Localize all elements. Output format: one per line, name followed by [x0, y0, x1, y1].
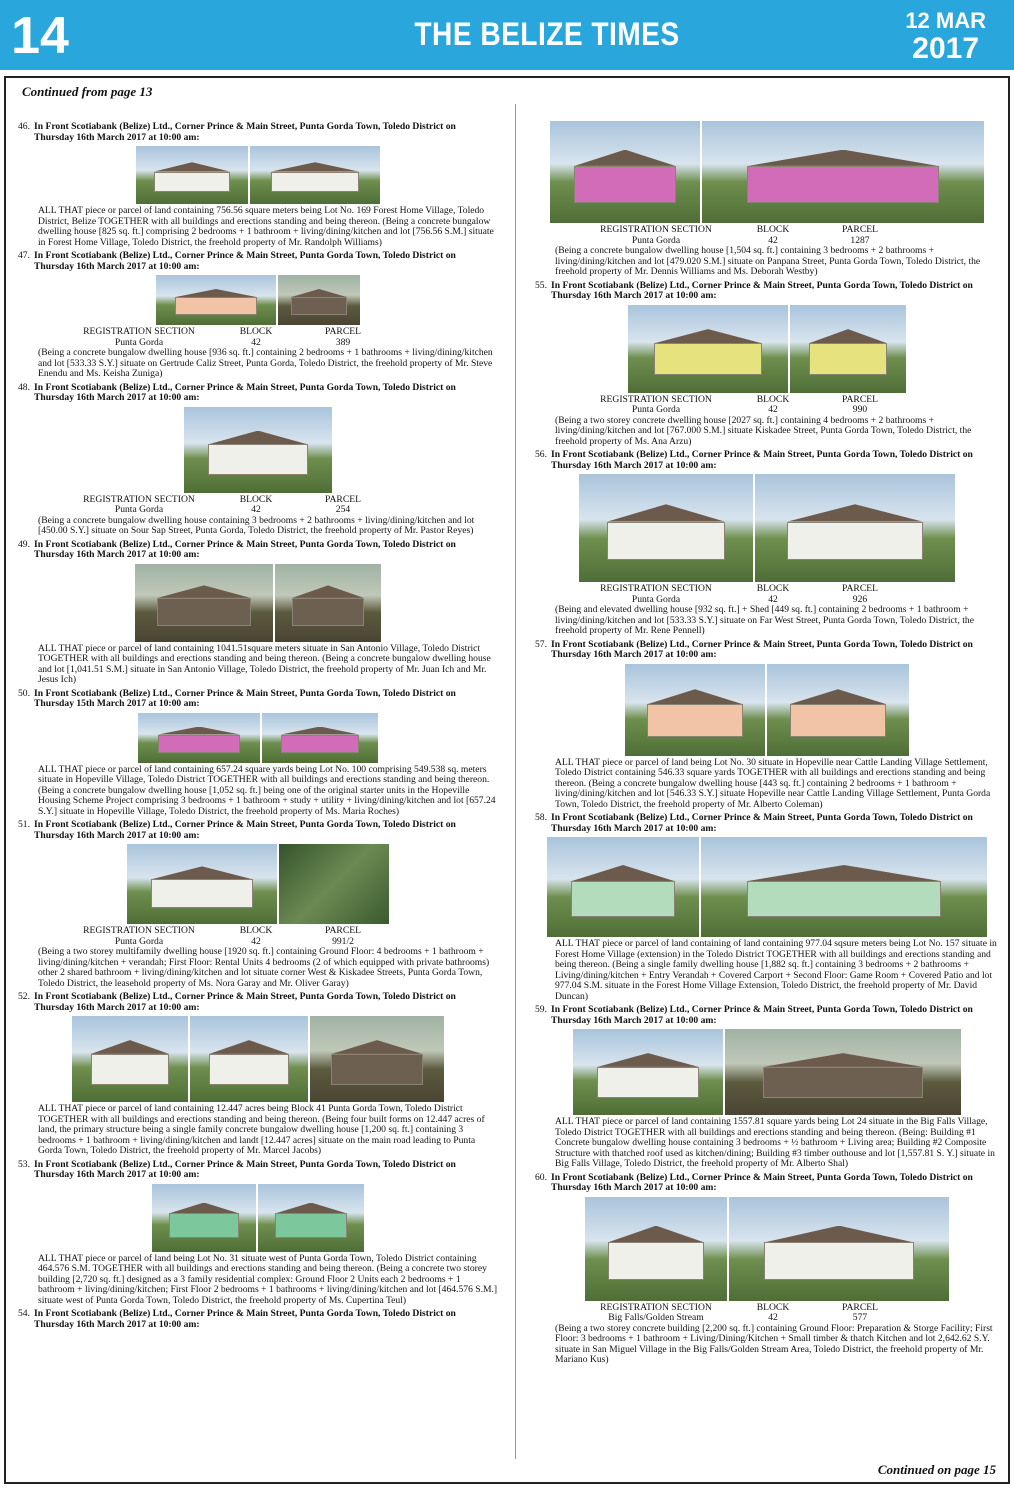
lot-number: 49.	[18, 538, 30, 550]
lot-heading	[535, 1173, 999, 1194]
registration-values	[535, 1313, 999, 1324]
lot-description: ALL THAT piece or parcel of land containing 1041.51square meters situate in San Antonio Village, Toledo District TOGETHER with all buildings and erections standing and being thereon. (Being a concrete bungalow dwelling house and lot [1,041.51 S.M.] situate in San Antonio Village, Toledo District, the freehold property of Mr. Juan Ich and Mr. Jesus Ich)	[38, 642, 491, 685]
house-roof	[781, 689, 895, 704]
lot-heading	[18, 820, 498, 841]
property-photo	[136, 146, 248, 204]
parcel-value: 254	[335, 504, 351, 515]
registration-section-value: Punta Gorda	[114, 336, 164, 348]
block-label: BLOCK	[756, 583, 790, 594]
house-wall	[209, 1054, 289, 1085]
lot-description: (Being and elevated dwelling house [932 sq. ft.] + Shed [449 sq. ft.] containing 2 bedrooms + 1 bathroom + living/dining/kitchen and lot [533.33 S.Y.] situate on Far West Street, Punta Gorda Town, Toledo District, the freehold property of Mr. Rene Pennell)	[555, 604, 974, 636]
property-photo	[550, 121, 700, 223]
house-roof	[150, 727, 248, 735]
lot-heading	[18, 1309, 498, 1330]
property-photo	[278, 275, 360, 325]
registration-section-label: REGISTRATION SECTION	[600, 1301, 712, 1313]
registration-section-value: Punta Gorda	[114, 935, 164, 947]
house-roof	[323, 1040, 430, 1054]
lot-heading-text: In Front Scotiabank (Belize) Ltd., Corner Prince & Main Street, Punta Gorda Town, Toledo District on Thursday 16th March 2017 at 10:00 am:	[34, 121, 456, 143]
photo-row	[18, 1184, 498, 1252]
photo-row	[18, 1016, 498, 1102]
house-roof	[202, 1040, 296, 1054]
house-roof	[588, 1053, 708, 1067]
property-photo	[547, 837, 699, 937]
block-label: BLOCK	[239, 925, 273, 936]
house-roof	[802, 329, 895, 343]
block-value: 42	[251, 336, 261, 348]
lot-description: (Being a two storey multifamily dwelling house [1920 sq. ft.] containing Ground Floor: 4 bedrooms + 1 bathroom + living/dining/kitchen + verandah; First Floor: Rental Units 4 bedrooms (2 of which equipped with private bathrooms) other 2 shared bathroom + living/dining/kitchen and lot situate corner West & Kiskadee Streets, Punta Gorda Town, Toledo District, the leasehold property of Ms. Nora Garay and Mr. Oliver Garay)	[38, 946, 490, 989]
registration-labels	[18, 926, 498, 937]
house-roof	[565, 150, 685, 166]
property-photo	[729, 1197, 949, 1301]
house-roof	[269, 1203, 354, 1214]
photo-row	[535, 121, 999, 223]
photo-row	[535, 474, 999, 582]
page-number: 14	[0, 0, 80, 70]
auction-lot	[18, 1160, 498, 1307]
lot-description: ALL THAT piece or parcel of land containing 756.56 square meters being Lot No. 169 Forest Home Village, Toledo District, Belize TOGETHER with all buildings and erections standing and being thereon. (Being a concrete bungalow dwelling house [825 sq. ft.] comprising 2 bedrooms + 1 bathroom + living/dining/kitchen and lot [756.56 S.M.] situate in Forest Home Village, Toledo District, the freehold property of Mr. Randolph Williams)	[38, 205, 494, 248]
registration-section-value: Punta Gorda	[631, 234, 681, 246]
lot-heading-text: In Front Scotiabank (Belize) Ltd., Corner Prince & Main Street, Punta Gorda Town, Toledo District on Thursday 16th March 2017 at 10:00 am:	[34, 1158, 456, 1180]
registration-values	[18, 505, 498, 516]
issue-date-day: 12 MAR	[905, 8, 986, 33]
auction-lot	[18, 992, 498, 1157]
house-wall	[281, 735, 360, 753]
block-value: 42	[768, 1312, 778, 1323]
property-photo	[585, 1197, 727, 1301]
auction-lot	[535, 1173, 999, 1366]
house-wall	[271, 172, 359, 193]
house-roof	[751, 1226, 927, 1243]
registration-section-value: Punta Gorda	[631, 593, 681, 605]
lot-heading	[18, 992, 498, 1013]
house-roof	[639, 689, 751, 704]
auction-lot	[18, 540, 498, 686]
house-roof	[274, 727, 367, 735]
parcel-label: PARCEL	[842, 583, 878, 594]
column-divider	[515, 104, 516, 1459]
house-roof	[775, 504, 935, 521]
house-wall	[574, 166, 676, 203]
lot-heading-text: In Front Scotiabank (Belize) Ltd., Corner Prince & Main Street, Punta Gorda Town, Toledo District on Thursday 16th March 2017 at 10:00 am:	[551, 279, 973, 301]
property-photo	[625, 664, 765, 756]
lot-heading-text: In Front Scotiabank (Belize) Ltd., Corner Prince & Main Street, Punta Gorda Town, Toledo District on Thursday 16th March 2017 at 10:00 am:	[551, 449, 973, 471]
parcel-label: PARCEL	[842, 1301, 878, 1313]
house-wall	[157, 598, 251, 626]
house-roof	[142, 866, 262, 879]
auction-lot	[18, 820, 498, 989]
property-photo	[579, 474, 753, 582]
lot-heading	[18, 251, 498, 272]
parcel-label: PARCEL	[325, 493, 361, 505]
house-roof	[147, 162, 237, 171]
house-wall	[169, 1213, 240, 1237]
lot-heading	[18, 540, 498, 561]
block-value: 42	[251, 504, 261, 515]
property-photo	[190, 1016, 308, 1102]
lot-number: 46.	[18, 121, 30, 132]
house-wall	[571, 881, 674, 917]
house-wall	[790, 704, 887, 737]
block-label: BLOCK	[756, 393, 790, 405]
auction-lot	[18, 383, 498, 537]
parcel-label: PARCEL	[842, 224, 878, 235]
photo-row	[535, 664, 999, 756]
house-roof	[596, 504, 735, 521]
photo-row	[18, 713, 498, 763]
house-wall	[292, 598, 364, 626]
lot-heading-text: In Front Scotiabank (Belize) Ltd., Corner Prince & Main Street, Punta Gorda Town, Toledo District on Thursday 16th March 2017 at 10:00 am:	[34, 1308, 456, 1330]
property-photo	[725, 1029, 961, 1115]
auction-lot	[18, 122, 498, 248]
house-roof	[599, 1226, 713, 1243]
parcel-label: PARCEL	[325, 925, 361, 936]
property-photo	[250, 146, 380, 204]
parcel-label: PARCEL	[325, 326, 361, 337]
lot-number: 56.	[535, 449, 547, 460]
property-photo	[127, 844, 277, 924]
lot-number: 57.	[535, 638, 547, 650]
lot-number: 51.	[18, 819, 30, 830]
lot-description: (Being a concrete bungalow dwelling house containing 3 bedrooms + 2 bathrooms + living/dining/kitchen and lot [450.00 S.Y.] situate on Sour Sap Street, Punta Gorda, Toledo District, the freehold property of Mr. Pastor Reyes)	[38, 514, 475, 536]
lot-number: 47.	[18, 250, 30, 261]
parcel-value: 990	[852, 404, 868, 415]
photo-row	[535, 1197, 999, 1301]
property-photo	[152, 1184, 256, 1252]
house-wall	[175, 297, 257, 315]
lot-heading-text: In Front Scotiabank (Belize) Ltd., Corner Prince & Main Street, Punta Gorda Town, Toledo District on Thursday 16th March 2017 at 10:00 am:	[551, 1004, 973, 1026]
lot-heading-text: In Front Scotiabank (Belize) Ltd., Corner Prince & Main Street, Punta Gorda Town, Toledo District on Thursday 16th March 2017 at 10:00 am:	[34, 538, 456, 560]
property-photo	[72, 1016, 188, 1102]
lot-number: 59.	[535, 1004, 547, 1015]
auction-lot	[535, 450, 999, 637]
lot-description: (Being a two storey concrete dwelling house [2027 sq. ft.] containing 4 bedrooms + 2 bathrooms + living/dining/kitchen and lot [767.000 S.M.] situate Kiskadee Street, Punta Gorda Town, Toledo District, the freehold property of Ms. Ana Arzu)	[555, 414, 972, 447]
newspaper-title: THE BELIZE TIMES	[414, 16, 680, 52]
lot-description: (Being a concrete bungalow dwelling house [936 sq. ft.] containing 2 bedrooms + 1 bathrooms + living/dining/kitchen and lot [533.33 S.Y.] situate on Gertrude Caliz Street, Punta Gorda, Toledo District, the freehold property of Mr. Steve Enendu and Ms. Keisha Zuniga)	[38, 347, 493, 379]
lot-heading	[535, 813, 999, 834]
parcel-label: PARCEL	[842, 393, 878, 405]
property-photo	[755, 474, 955, 582]
house-roof	[286, 289, 352, 297]
block-value: 42	[251, 935, 261, 947]
house-roof	[730, 150, 956, 166]
registration-labels	[18, 327, 498, 338]
photo-row	[18, 564, 498, 642]
lot-description: ALL THAT piece or parcel of land containing 12.447 acres being Block 41 Punta Gorda Town, Toledo District TOGETHER with all buildings and erections standing and being thereon. (Being four built forms on 12.447 acres of land, the primary structure being a single family concrete bungalow dwelling house [1,200 sq. ft.] containing 3 bedrooms + 1 bathroom + living/dining/kitchen and landt [12.447 acres] situate on the main road leading to Punta Gorda Town, Toledo District, the freehold property of Mr. Marcel Jacobs)	[38, 1103, 485, 1156]
property-photo	[275, 564, 381, 642]
lot-description: ALL THAT piece or parcel of land being Lot No. 30 situate in Hopeville near Cattle Landing Village Settlement, Toledo District containing 546.33 square yards TOGETHER with all buildings and erections standing and being thereon. (Being a concrete bungalow dwelling house [443 sq. ft.] containing 2 bedrooms + 1 bathroom + living/dining/kitchen and lot [546.33 S.Y.] situate Hopeville near Cattle Landing Village Settlement, Punta Gorda Town, Toledo District, the freehold property of Mr. Alberto Coleman)	[555, 756, 991, 810]
lot-heading	[535, 640, 999, 661]
lot-description: ALL THAT piece or parcel of land containing of land containing 977.04 sqsure meters being Lot No. 157 situate in Forest Home Village (extension) in the Toledo District TOGETHER with all buildings and erections standing and being thereon. (Being a single family dwelling house [1,882 sq. ft.] containing 3 bedrooms + 2 bathrooms + Living/dining/kitchen + Entry Verandah + Covered Carport + Second Floor: Game Room + Covered Patio and lot 977.04 S.M. situate in the Forest Home Village Extension, Toledo District, the freehold property of Mr. David Duncan)	[555, 938, 997, 1002]
parcel-value: 577	[852, 1312, 868, 1323]
auction-lot	[535, 121, 999, 278]
house-wall	[158, 735, 241, 753]
auction-lot	[18, 689, 498, 818]
property-photo	[767, 664, 909, 756]
house-wall	[809, 343, 888, 375]
lot-heading-text: In Front Scotiabank (Belize) Ltd., Corner Prince & Main Street, Punta Gorda Town, Toledo District on Thursday 15th March 2017 at 10:00 am:	[34, 687, 456, 709]
registration-section-label: REGISTRATION SECTION	[600, 583, 712, 594]
house-wall	[291, 297, 347, 315]
house-wall	[208, 444, 309, 475]
property-photo	[138, 713, 260, 763]
block-value: 42	[768, 593, 778, 605]
property-photo	[258, 1184, 364, 1252]
lot-number: 50.	[18, 687, 30, 699]
property-photo	[702, 121, 984, 223]
house-wall	[763, 1067, 924, 1098]
block-label: BLOCK	[756, 224, 790, 235]
continued-to: Continued on page 15	[877, 1462, 996, 1477]
lot-heading-text: In Front Scotiabank (Belize) Ltd., Corner Prince & Main Street, Punta Gorda Town, Toledo District on Thursday 16th March 2017 at 10:00 am:	[34, 991, 456, 1013]
photo-row	[18, 844, 498, 924]
right-column	[535, 118, 999, 1369]
house-roof	[730, 865, 959, 881]
lot-number: 54.	[18, 1308, 30, 1319]
property-photo	[262, 713, 378, 763]
house-wall	[91, 1054, 170, 1085]
registration-labels	[535, 395, 999, 406]
issue-date	[905, 10, 986, 64]
house-wall	[747, 881, 942, 917]
house-roof	[168, 289, 264, 297]
registration-section-value: Big Falls/Golden Stream	[608, 1312, 704, 1323]
block-label: BLOCK	[239, 326, 273, 337]
registration-labels	[535, 584, 999, 595]
lot-number: 60.	[535, 1171, 547, 1183]
house-wall	[654, 343, 763, 375]
lot-heading-text: In Front Scotiabank (Belize) Ltd., Corner Prince & Main Street, Punta Gorda Town, Toledo District on Thursday 16th March 2017 at 10:00 am:	[551, 638, 973, 660]
continued-from: Continued from page 13	[22, 84, 153, 99]
block-value: 42	[768, 404, 778, 415]
auction-lot	[535, 281, 999, 448]
lot-heading	[18, 383, 498, 404]
property-photo	[184, 407, 332, 493]
lot-description: (Being a concrete bungalow dwelling house [1,504 sq. ft.] containing 3 bedrooms + 2 bathrooms + living/dining/kitchen and lot [479.020 S.M.] situate on Panpana Street, Punta Gorda Town, Toledo District, the freehold property of Mr. Dennis Williams and Ms. Deborah Westby)	[555, 245, 981, 277]
lot-number: 52.	[18, 991, 30, 1002]
auction-lot	[535, 1005, 999, 1170]
lot-heading-text: In Front Scotiabank (Belize) Ltd., Corner Prince & Main Street, Punta Gorda Town, Toledo District on Thursday 16th March 2017 at 10:00 am:	[551, 1171, 973, 1193]
registration-section-label: REGISTRATION SECTION	[600, 224, 712, 235]
auction-lot	[535, 813, 999, 1002]
lot-description: ALL THAT piece or parcel of land containing 657.24 square yards being Lot No. 100 comprising 549.538 sq. meters situate in Hopeville Village, Toledo District TOGETHER with all buildings and erections standing and being thereon. (Being a concrete bungalow dwelling house [1,052 sq. ft.] being one of the original starter units in the Hopeville Housing Scheme Project comprising 3 bedrooms + 1 bathroom + study + utility + living/dining/kitchen and lot [657.24 S.Y.] situate in Hopeville Village, Toledo District, the freehold property of Ms. Maria Roches)	[38, 763, 496, 817]
block-label: BLOCK	[239, 493, 273, 505]
registration-section-value: Punta Gorda	[114, 504, 164, 515]
registration-section-value: Punta Gorda	[631, 404, 681, 415]
registration-section-label: REGISTRATION SECTION	[83, 326, 195, 337]
lot-number: 53.	[18, 1158, 30, 1170]
house-wall	[275, 1213, 347, 1237]
house-wall	[787, 522, 923, 561]
house-wall	[331, 1054, 422, 1085]
lot-description: ALL THAT piece or parcel of land containing 1557.81 square yards being Lot 24 situate in the Big Falls Village, Toledo District TOGETHER with all buildings and erections standing and being thereon. (Being: Building #1 Concrete bungalow dwelling house containing 3 bedrooms + ½ bathroom + Living area; Building #2 Composite Structure with thatched roof used as kitchen/dining; Building #3 timber outhouse and lot [1,557.81 S. Y.] situate in Big Falls Village, Toledo District, the freehold property of Mr. Alberto Shal)	[555, 1116, 995, 1169]
house-roof	[263, 162, 367, 171]
block-value: 42	[768, 234, 778, 246]
lot-number: 58.	[535, 812, 547, 823]
lot-heading	[18, 689, 498, 710]
house-wall	[764, 1242, 914, 1279]
photo-row	[535, 837, 999, 937]
house-roof	[84, 1040, 177, 1054]
photo-row	[18, 275, 498, 325]
house-roof	[562, 865, 684, 881]
house-roof	[149, 585, 259, 597]
house-wall	[607, 522, 725, 561]
lot-heading	[18, 122, 498, 143]
parcel-value: 1287	[850, 234, 870, 246]
property-photo	[156, 275, 276, 325]
property-photo	[310, 1016, 444, 1102]
photo-row	[18, 146, 498, 204]
property-photo	[135, 564, 273, 642]
lot-heading-text: In Front Scotiabank (Belize) Ltd., Corner Prince & Main Street, Punta Gorda Town, Toledo District on Thursday 16th March 2017 at 10:00 am:	[551, 812, 973, 834]
auction-lot	[18, 251, 498, 380]
lot-heading	[535, 1005, 999, 1026]
lot-heading	[535, 281, 999, 302]
registration-section-label: REGISTRATION SECTION	[83, 925, 195, 936]
house-roof	[162, 1203, 245, 1214]
parcel-value: 389	[335, 336, 351, 348]
lot-number: 48.	[18, 381, 30, 393]
house-wall	[154, 172, 230, 193]
lot-heading	[18, 1160, 498, 1181]
property-photo	[628, 305, 788, 393]
property-photo	[279, 844, 389, 924]
auction-lot	[535, 640, 999, 811]
property-photo	[790, 305, 906, 393]
registration-section-label: REGISTRATION SECTION	[600, 393, 712, 405]
registration-labels	[535, 1303, 999, 1314]
house-wall	[608, 1242, 705, 1279]
issue-date-year: 2017	[912, 32, 980, 65]
registration-section-label: REGISTRATION SECTION	[83, 493, 195, 505]
auction-lot	[18, 1309, 498, 1330]
house-roof	[749, 1053, 938, 1067]
property-photo	[701, 837, 987, 937]
masthead	[80, 0, 1014, 70]
house-wall	[151, 879, 253, 908]
parcel-value: 926	[852, 593, 868, 605]
house-roof	[286, 585, 371, 597]
photo-row	[535, 1029, 999, 1115]
house-wall	[647, 704, 742, 737]
photo-row	[535, 305, 999, 393]
house-wall	[747, 166, 939, 203]
lot-heading	[535, 450, 999, 471]
lot-number: 55.	[535, 279, 547, 291]
left-column	[18, 122, 498, 1333]
photo-row	[18, 407, 498, 493]
house-roof	[644, 329, 772, 343]
lot-heading-text: In Front Scotiabank (Belize) Ltd., Corner Prince & Main Street, Punta Gorda Town, Toledo District on Thursday 16th March 2017 at 10:00 am:	[34, 250, 456, 272]
parcel-value: 991/2	[332, 935, 354, 947]
house-roof	[199, 431, 317, 445]
lot-description: (Being a two storey concrete building [2,200 sq. ft.] containing Ground Floor: Preparation & Storge Facility; First Floor: 3 bedrooms + 1 bathroom + Living/Dining/Kitchen + Small timber & thatch Kitchen and lot 2,642.62 S.Y. situate in San Miguel Village in the Big Falls/Golden Stream Area, Toledo District, the freehold property of Mr. Mariano Kus)	[555, 1322, 993, 1365]
lot-heading-text: In Front Scotiabank (Belize) Ltd., Corner Prince & Main Street, Punta Gorda Town, Toledo District on Thursday 16th March 2017 at 10:00 am:	[34, 819, 456, 841]
house-wall	[597, 1067, 699, 1098]
registration-labels	[535, 225, 999, 236]
lot-heading-text: In Front Scotiabank (Belize) Ltd., Corner Prince & Main Street, Punta Gorda Town, Toledo District on Thursday 16th March 2017 at 10:00 am:	[34, 381, 456, 403]
block-label: BLOCK	[756, 1301, 790, 1313]
content-frame	[4, 76, 1010, 1484]
property-photo	[573, 1029, 723, 1115]
lot-description: ALL THAT piece or parcel of land being Lot No. 31 situate west of Punta Gorda Town, Toledo District containing 464.576 S.M. TOGETHER with all buildings and erections standing and being thereon. (Being a concrete two storey building [2,720 sq. ft.] designed as a 3 family residential complex: Ground Floor 2 Units each 2 bedrooms + 1 bathroom + living/dining/kitchen; First Floor 2 bedrooms + 1 bathrooms + living/dining/kitchen and lot [464.576 S.M.] situate west of Punta Gorda Town, Toledo District, the freehold property of Ms. Cupertina Teul)	[38, 1252, 498, 1306]
registration-values	[535, 405, 999, 416]
